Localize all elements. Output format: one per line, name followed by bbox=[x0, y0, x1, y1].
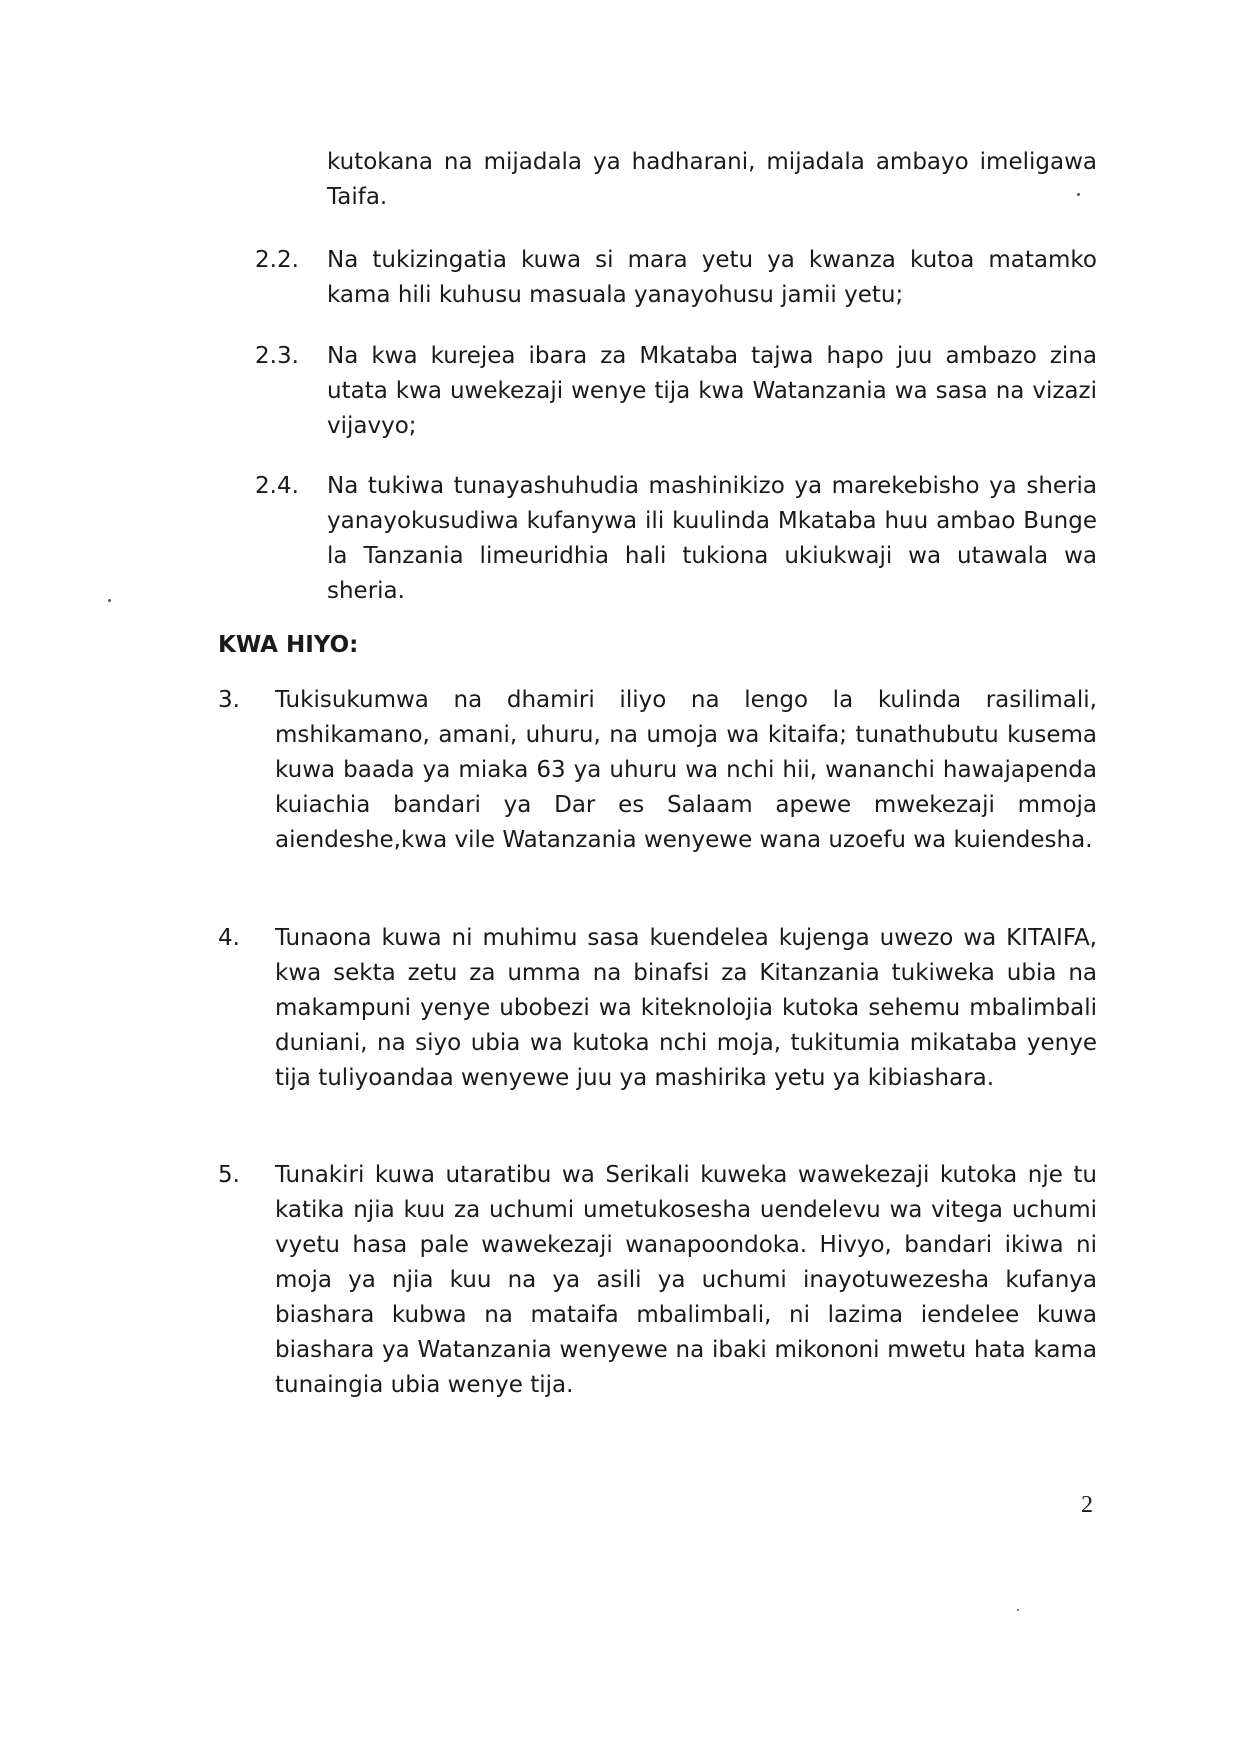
resolution-text: Tukisukumwa na dhamiri iliyo na lengo la kulinda rasilimali, mshikamano, amani, uhuru, na umoja wa kitaifa; tunathubutu kusema kuwa baada ya miaka 63 ya uhuru wa nchi hii, wananchi hawajapenda kuiachia bandari ya Dar es Salaam apewe mwekezaji mmoja aiendeshe,kwa vile Watanzania wenyewe wana uzoefu wa kuiendesha. bbox=[275, 687, 1097, 853]
resolution-number: 4. bbox=[218, 925, 240, 951]
item-number: 2.3. bbox=[255, 343, 299, 369]
resolution-number: 5. bbox=[218, 1162, 240, 1188]
resolution-text: Tunaona kuwa ni muhimu sasa kuendelea kujenga uwezo wa KITAIFA, kwa sekta zetu za umma na binafsi za Kitanzania tukiweka ubia na makampuni yenye ubobezi wa kiteknolojia kutoka sehemu mbalimbali duniani, na siyo ubia wa kutoka nchi moja, tukitumia mikataba yenye tija tuliyoandaa wenyewe juu ya mashirika yetu ya kibiashara. bbox=[275, 925, 1097, 1091]
scan-speck bbox=[1077, 193, 1080, 196]
item-number: 2.4. bbox=[255, 473, 299, 499]
scan-speck bbox=[108, 599, 111, 602]
resolution-text: Tunakiri kuwa utaratibu wa Serikali kuweka wawekezaji kutoka nje tu katika njia kuu za uchumi umetukosesha uendelevu wa vitega uchumi vyetu hasa pale wawekezaji wanapoondoka. Hivyo, bandari ikiwa ni moja ya njia kuu na ya asili ya uchumi inayotuwezesha kufanya biashara kubwa na mataifa mbalimbali, ni lazima iendelee kuwa biashara ya Watanzania wenyewe na ibaki mikononi mwetu hata kama tunaingia ubia wenye tija. bbox=[275, 1162, 1097, 1398]
item-text: Na tukiwa tunayashuhudia mashinikizo ya marekebisho ya sheria yanayokusudiwa kufanywa ili kuulinda Mkataba huu ambao Bunge la Tanzania limeuridhia hali tukiona ukiukwaji wa utawala wa sheria. bbox=[327, 473, 1097, 604]
item-text: Na tukizingatia kuwa si mara yetu ya kwanza kutoa matamko kama hili kuhusu masuala yanayohusu jamii yetu; bbox=[327, 247, 1097, 308]
item-text: Na kwa kurejea ibara za Mkataba tajwa hapo juu ambazo zina utata kwa uwekezaji wenye tija kwa Watanzania wa sasa na vizazi vijavyo; bbox=[327, 343, 1097, 439]
continuation-paragraph: kutokana na mijadala ya hadharani, mijadala ambayo imeligawa Taifa. bbox=[327, 149, 1097, 210]
section-heading: KWA HIYO: bbox=[218, 632, 359, 658]
item-number: 2.2. bbox=[255, 247, 299, 273]
scan-speck bbox=[1017, 1609, 1019, 1611]
resolution-number: 3. bbox=[218, 687, 240, 713]
page-number: 2 bbox=[1081, 1492, 1093, 1518]
